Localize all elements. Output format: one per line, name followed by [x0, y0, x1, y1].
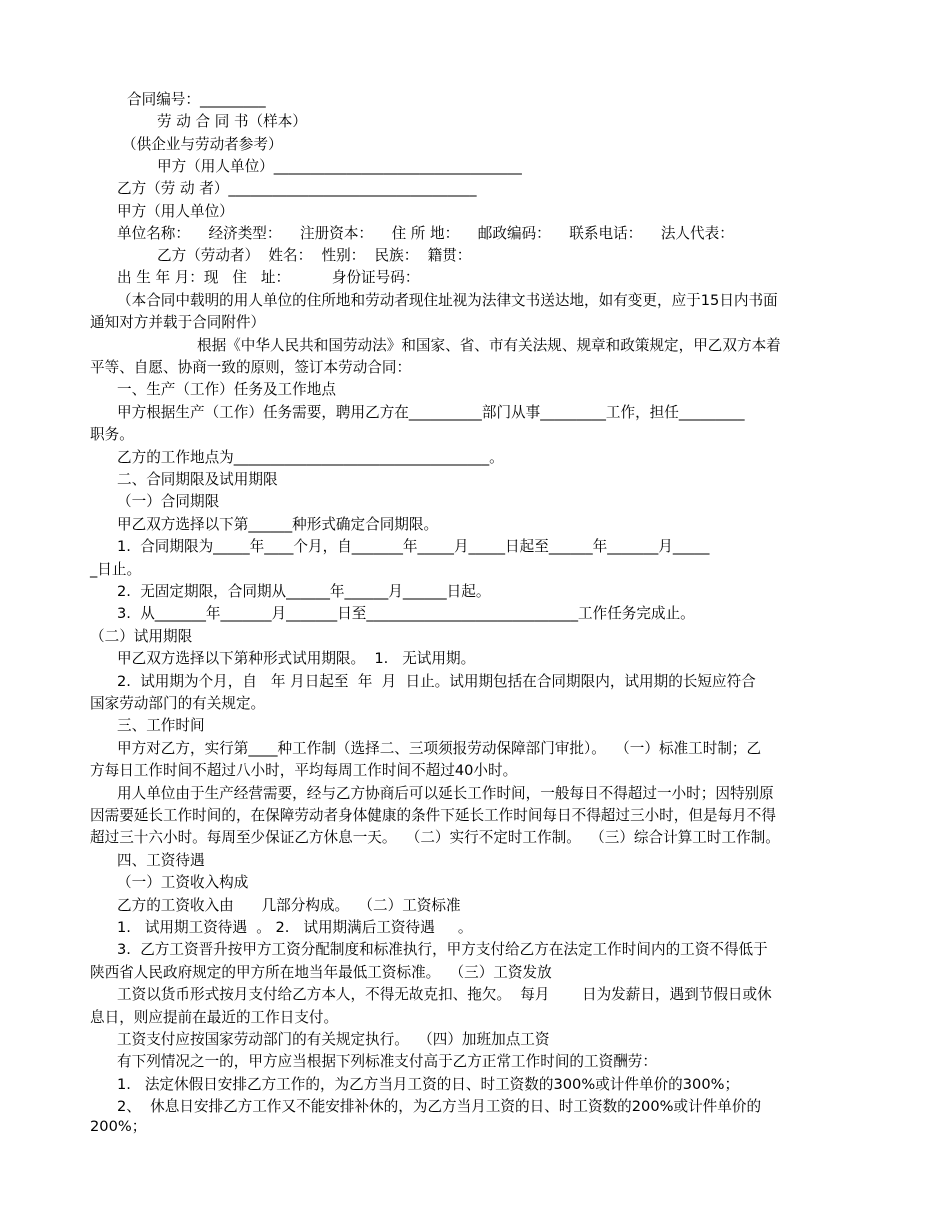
paragraph-line: _日止。 — [90, 561, 142, 578]
section-heading: 二、合同期限及试用期限 — [117, 471, 278, 488]
document-title: 劳 动 合 同 书（样本） — [157, 113, 307, 130]
paragraph-line: 甲方对乙方，实行第____种工作制（选择二、三项须报劳动保障部门审批）。 （一）标准工时制；乙 — [117, 740, 762, 757]
section-heading: 三、工作时间 — [117, 717, 205, 734]
paragraph-line: 2、 休息日安排乙方工作又不能安排补休的，为乙方当月工资的日、时工资数的200%或计件单价的 — [117, 1098, 762, 1115]
paragraph-line: 2. 无固定期限，合同期从______年______月______日起。 — [117, 583, 491, 600]
section-heading: 四、工资待遇 — [117, 852, 205, 869]
subsection-heading: （一）工资收入构成 — [117, 874, 249, 891]
paragraph-line: 工资支付应按国家劳动部门的有关规定执行。 （四）加班加点工资 — [117, 1031, 550, 1048]
paragraph-line: 甲乙双方选择以下第______种形式确定合同期限。 — [117, 516, 439, 533]
employer-fields: 单位名称： 经济类型： 注册资本： 住 所 地： 邮政编码： 联系电话： 法人代表： — [117, 225, 734, 242]
paragraph-line: 有下列情况之一的，甲方应当根据下列标准支付高于乙方正常工作时间的工资酬劳： — [117, 1053, 657, 1070]
paragraph-line: 2. 试用期为个月，自 年 月日起至 年 月 日止。试用期包括在合同期限内，试用期的长短应符合 — [117, 673, 756, 690]
subsection-heading: （一）合同期限 — [117, 493, 220, 510]
paragraph-line: 职务。 — [90, 426, 134, 443]
paragraph-line: 1. 合同期限为_____年____个月，自_______年_____月_____日起至______年_______月_____ — [117, 538, 710, 555]
paragraph-line: 甲乙双方选择以下第种形式试用期限。 1. 无试用期。 — [117, 650, 476, 667]
paragraph-line: 工资以货币形式按月支付给乙方本人，不得无故克扣、拖欠。 每月 日为发薪日，遇到节假日或休 — [117, 986, 772, 1003]
paragraph-line: 3. 乙方工资晋升按甲方工资分配制度和标准执行，甲方支付给乙方在法定工作时间内的工资不得低于 — [117, 941, 768, 958]
paragraph-line: 3. 从_______年_______月_______日至_____________________________工作任务完成止。 — [117, 605, 695, 622]
paragraph-line: 1. 试用期工资待遇 。 2. 试用期满后工资待遇 。 — [117, 919, 473, 936]
party-a-line: 甲方（用人单位）__________________________________ — [157, 158, 522, 175]
paragraph-line: 陕西省人民政府规定的甲方所在地当年最低工资标准。 （三）工资发放 — [90, 964, 552, 981]
paragraph-line: 通知对方并载于合同附件） — [90, 314, 266, 331]
employee-fields-2: 出 生 年 月：现 住 址： 身份证号码： — [117, 269, 420, 286]
contract-number-line: 合同编号：_________ — [127, 91, 266, 108]
subsection-heading: （二）试用期限 — [90, 628, 193, 645]
paragraph-line: 200%； — [90, 1118, 147, 1135]
paragraph-line: 根据《中华人民共和国劳动法》和国家、省、市有关法规、规章和政策规定，甲乙双方本着 — [197, 337, 781, 354]
paragraph-line: 国家劳动部门的有关规定。 — [90, 695, 266, 712]
paragraph-line: 乙方的工资收入由 几部分构成。 （二）工资标准 — [117, 897, 461, 914]
paragraph-line: （本合同中载明的用人单位的住所地和劳动者现住址视为法律文书送达地，如有变更，应于15日内书面 — [117, 292, 778, 309]
party-b-line: 乙方（劳 动 者）__________________________________ — [117, 180, 477, 197]
paragraph-line: 因需要延长工作时间的，在保障劳动者身体健康的条件下延长工作时间每日不得超过三小时，但是每月不得 — [90, 807, 776, 824]
party-a-heading: 甲方（用人单位） — [117, 203, 234, 220]
paragraph-line: 平等、自愿、协商一致的原则，签订本劳动合同： — [90, 359, 412, 376]
employee-fields: 乙方（劳动者） 姓名： 性别： 民族： 籍贯： — [157, 247, 472, 264]
document-subtitle: （供企业与劳动者参考） — [122, 136, 283, 153]
paragraph-line: 方每日工作时间不超过八小时，平均每周工作时间不超过40小时。 — [90, 762, 518, 779]
paragraph-line: 乙方的工作地点为___________________________________。 — [117, 449, 504, 466]
paragraph-line: 息日，则应提前在最近的工作日支付。 — [90, 1009, 339, 1026]
section-heading: 一、生产（工作）任务及工作地点 — [117, 381, 336, 398]
paragraph-line: 甲方根据生产（工作）任务需要，聘用乙方在__________部门从事_________工作，担任_________ — [117, 404, 745, 421]
paragraph-line: 用人单位由于生产经营需要，经与乙方协商后可以延长工作时间，一般每日不得超过一小时；因特别原 — [117, 785, 774, 802]
paragraph-line: 超过三十六小时。每周至少保证乙方休息一天。 （二）实行不定时工作制。 （三）综合计算工时工作制。 — [90, 829, 780, 846]
paragraph-line: 1. 法定休假日安排乙方工作的，为乙方当月工资的日、时工资数的300%或计件单价的300%； — [117, 1076, 740, 1093]
